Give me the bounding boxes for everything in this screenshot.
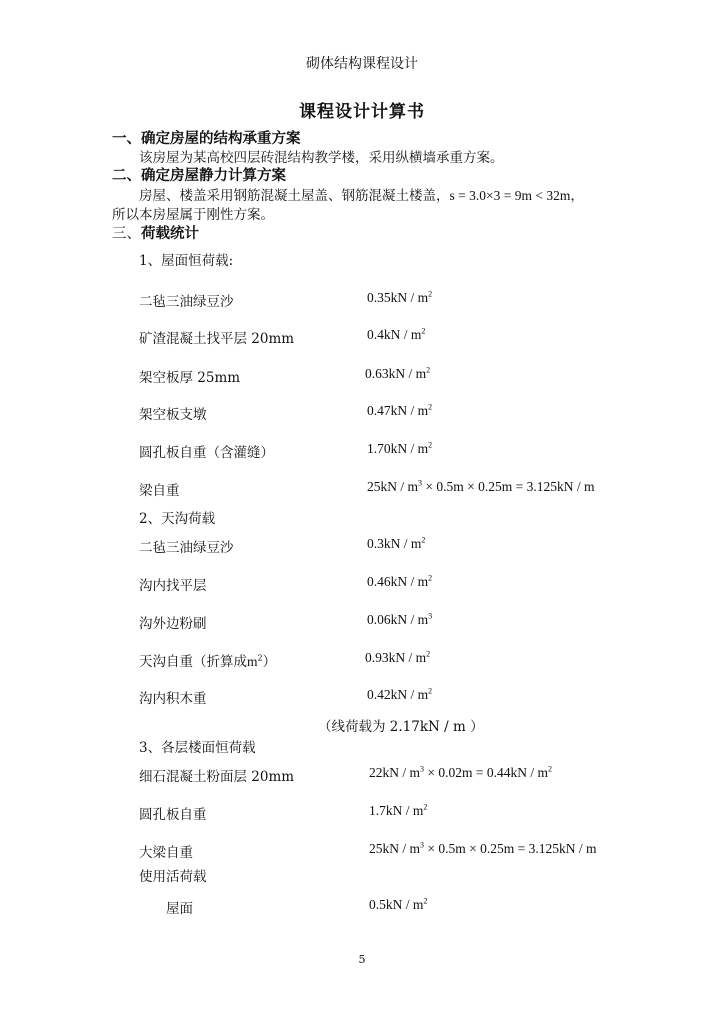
section-3-prefix: 三、 — [112, 226, 141, 242]
gutter-row-label: 沟外边粉刷 — [139, 616, 207, 632]
roof-row-label: 矿渣混凝土找平层 20mm — [139, 331, 295, 347]
roof-row-value: $0.63kN / m^2$ — [365, 365, 431, 381]
gutter-row-value: $0.46kN / m^2$ — [367, 573, 433, 589]
live-row-value: $0.5kN / m^2$ — [369, 896, 428, 912]
live-row-label: 屋面 — [166, 901, 193, 917]
gutter-row-label: 沟内找平层 — [139, 578, 207, 594]
floor-load-subheading: 3、各层楼面恒荷载 — [139, 740, 256, 756]
floor-row-label: 细石混凝土粉面层 20mm — [139, 769, 295, 785]
section-1-text: 该房屋为某高校四层砖混结构教学楼，采用纵横墙承重方案。 — [139, 150, 504, 166]
gutter-row-label: 沟内积木重 — [139, 691, 207, 707]
section-2-text-line1 — [139, 184, 584, 204]
section-2-text: 房屋、楼盖采用钢筋混凝土屋盖、钢筋混凝土楼盖， — [139, 188, 450, 204]
gutter-row-label: 二毡三油绿豆沙 — [139, 540, 234, 556]
roof-row-label: 架空板支墩 — [139, 407, 207, 423]
section-3-heading — [112, 222, 199, 243]
section-1-heading: 一、确定房屋的结构承重方案 — [112, 130, 301, 147]
section-2-heading: 二、确定房屋静力计算方案 — [112, 167, 286, 184]
floor-row-value: $22kN / m^3 \times 0.02m = 0.44kN / m^2$ — [369, 764, 552, 780]
roof-row-value: $25kN / m^3 \times 0.5m \times 0.25m = 3.125kN / m$ — [367, 478, 595, 494]
gutter-row-value: $0.06kN / m^3$ — [367, 611, 433, 627]
gutter-row-label: 天沟自重（折算成$m^2$） — [139, 653, 277, 670]
live-load-subheading: 使用活荷载 — [139, 869, 207, 885]
floor-row-label: 大梁自重 — [139, 845, 193, 861]
roof-row-label: 架空板厚 25mm — [139, 370, 241, 386]
page-number: 5 — [358, 953, 366, 966]
gutter-load-subheading: 2、天沟荷载 — [139, 511, 216, 527]
floor-row-label: 圆孔板自重 — [139, 807, 207, 823]
section-2-formula: s = 3.0×3 = 9m < 32m， — [449, 188, 584, 203]
document-title: 课程设计计算书 — [299, 102, 425, 122]
floor-row-value: $1.7kN / m^2$ — [369, 802, 428, 818]
gutter-row-value: $0.3kN / m^2$ — [367, 535, 426, 551]
gutter-row-value: $0.93kN / m^2$ — [365, 649, 431, 665]
gutter-line-load: （线荷载为 2.17kN / m ） — [318, 719, 484, 735]
floor-row-value: $25kN / m^3 \times 0.5m \times 0.25m = 3.125kN / m$ — [369, 840, 597, 856]
roof-row-value: $1.70kN / m^2$ — [367, 440, 433, 456]
roof-row-label: 二毡三油绿豆沙 — [139, 294, 234, 310]
section-3-title: 荷载统计 — [141, 225, 199, 242]
roof-row-value: $0.35kN / m^2$ — [367, 289, 433, 305]
gutter-row-value: $0.42kN / m^2$ — [367, 686, 433, 702]
roof-load-subheading: 1、屋面恒荷载: — [139, 253, 234, 269]
roof-row-label: 梁自重 — [139, 483, 180, 499]
roof-row-value: $0.47kN / m^2$ — [367, 402, 433, 418]
roof-row-value: $0.4kN / m^2$ — [367, 326, 426, 342]
roof-row-label: 圆孔板自重（含灌缝） — [139, 445, 274, 461]
section-2-text-line2: 所以本房屋属于刚性方案。 — [112, 207, 274, 223]
running-header: 砌体结构课程设计 — [306, 56, 418, 72]
